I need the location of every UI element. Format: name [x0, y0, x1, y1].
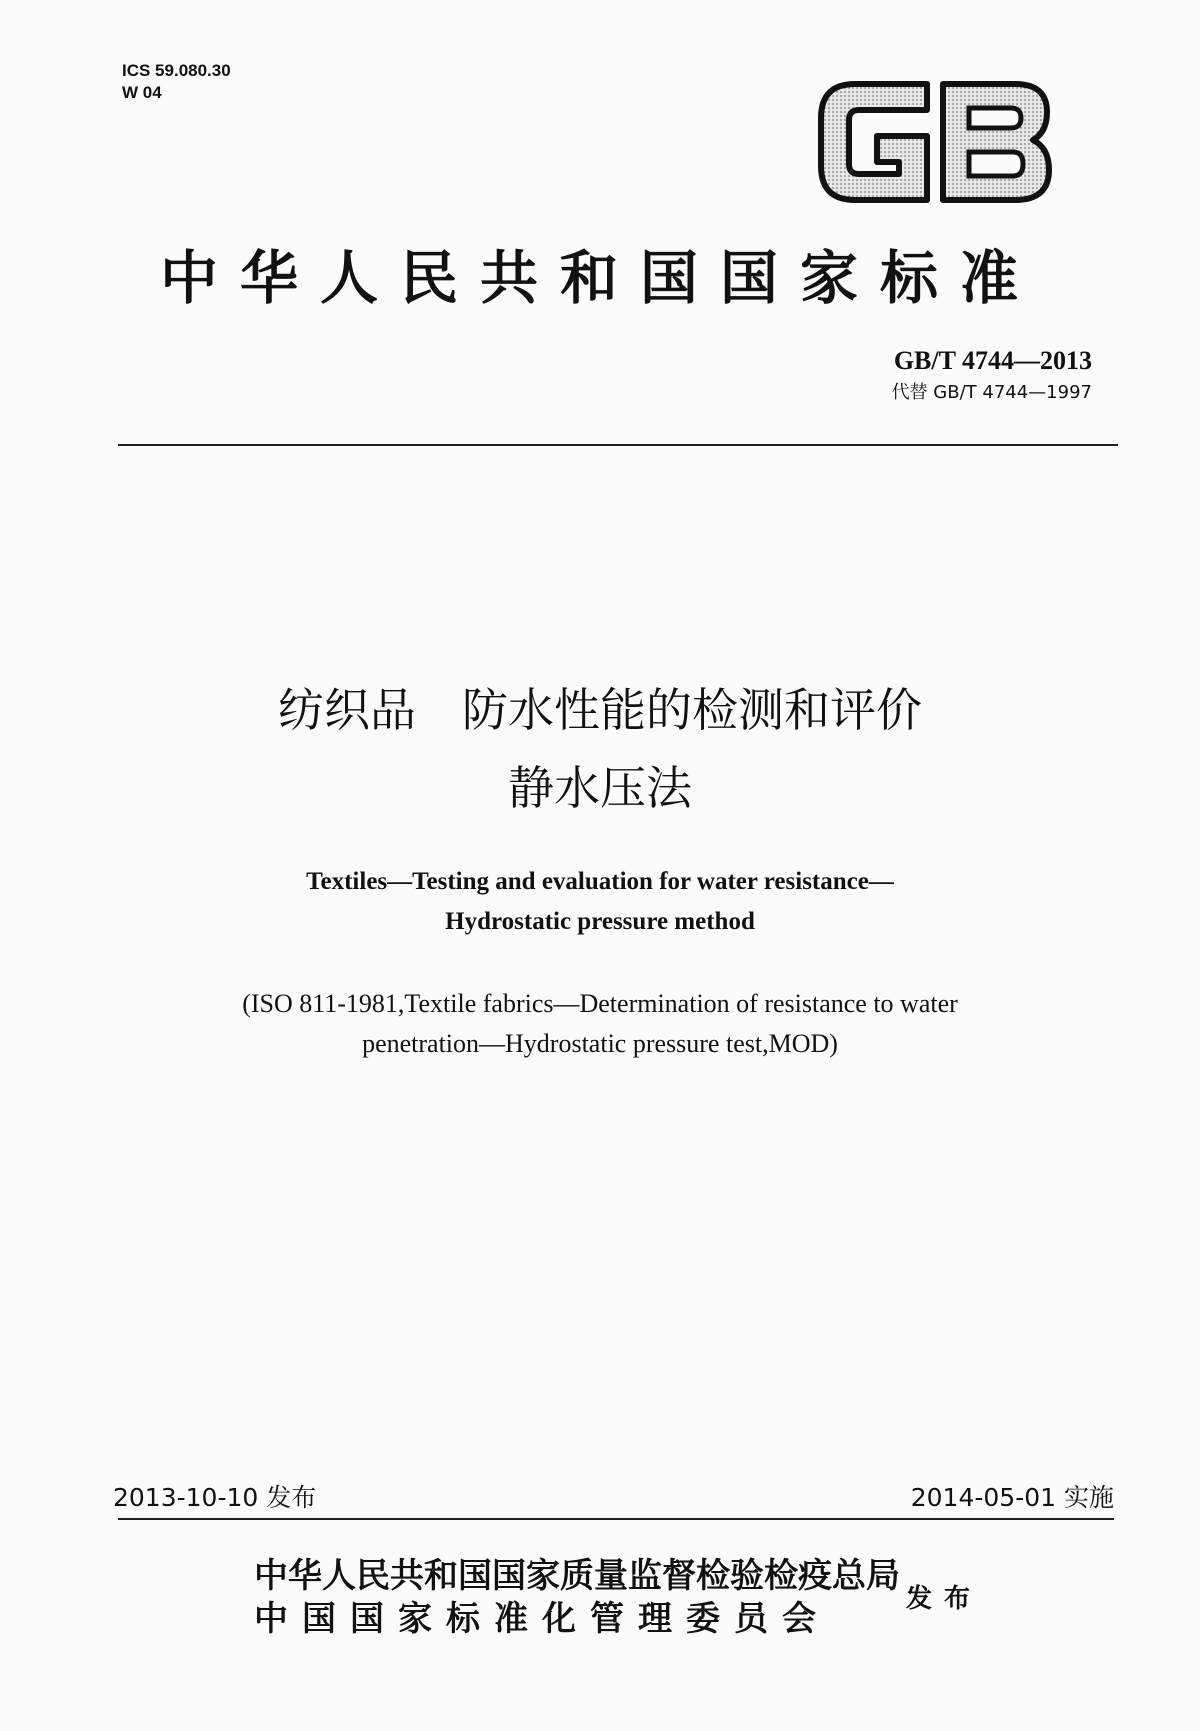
standard-number: GB/T 4744—2013 [893, 346, 1092, 375]
iso-reference-line-1: (ISO 811-1981,Textile fabrics—Determination of resistance to water [242, 989, 958, 1018]
implementation-date: 2014-05-01 实施 [910, 1483, 1114, 1512]
chinese-title-line-2: 静水压法 [508, 761, 692, 815]
chinese-title-line-1: 纺织品 防水性能的检测和评价 [278, 683, 922, 737]
english-title-line-2: Hydrostatic pressure method [445, 908, 755, 935]
classification-codes [122, 60, 231, 104]
iso-reference-line-2: penetration—Hydrostatic pressure test,MOD) [362, 1029, 838, 1058]
replaces-standard: 代替 GB/T 4744—1997 [891, 382, 1092, 403]
publish-label: 发布 [906, 1584, 983, 1614]
ccs-code: W 04 [122, 83, 162, 102]
issuer-line-2: 中国国家标准化管理委员会 [254, 1599, 830, 1639]
english-title-line-1: Textiles—Testing and evaluation for water resistance— [306, 868, 894, 895]
national-standard-heading: 中华人民共和国国家标准 [159, 244, 1040, 312]
issue-date: 2013-10-10 发布 [113, 1483, 317, 1512]
ics-code: ICS 59.080.30 [122, 61, 231, 80]
gb-logo [815, 78, 1055, 206]
header-divider [118, 444, 1118, 446]
footer-divider [118, 1518, 1114, 1520]
issuer-line-1: 中华人民共和国国家质量监督检验检疫总局 [254, 1556, 900, 1596]
